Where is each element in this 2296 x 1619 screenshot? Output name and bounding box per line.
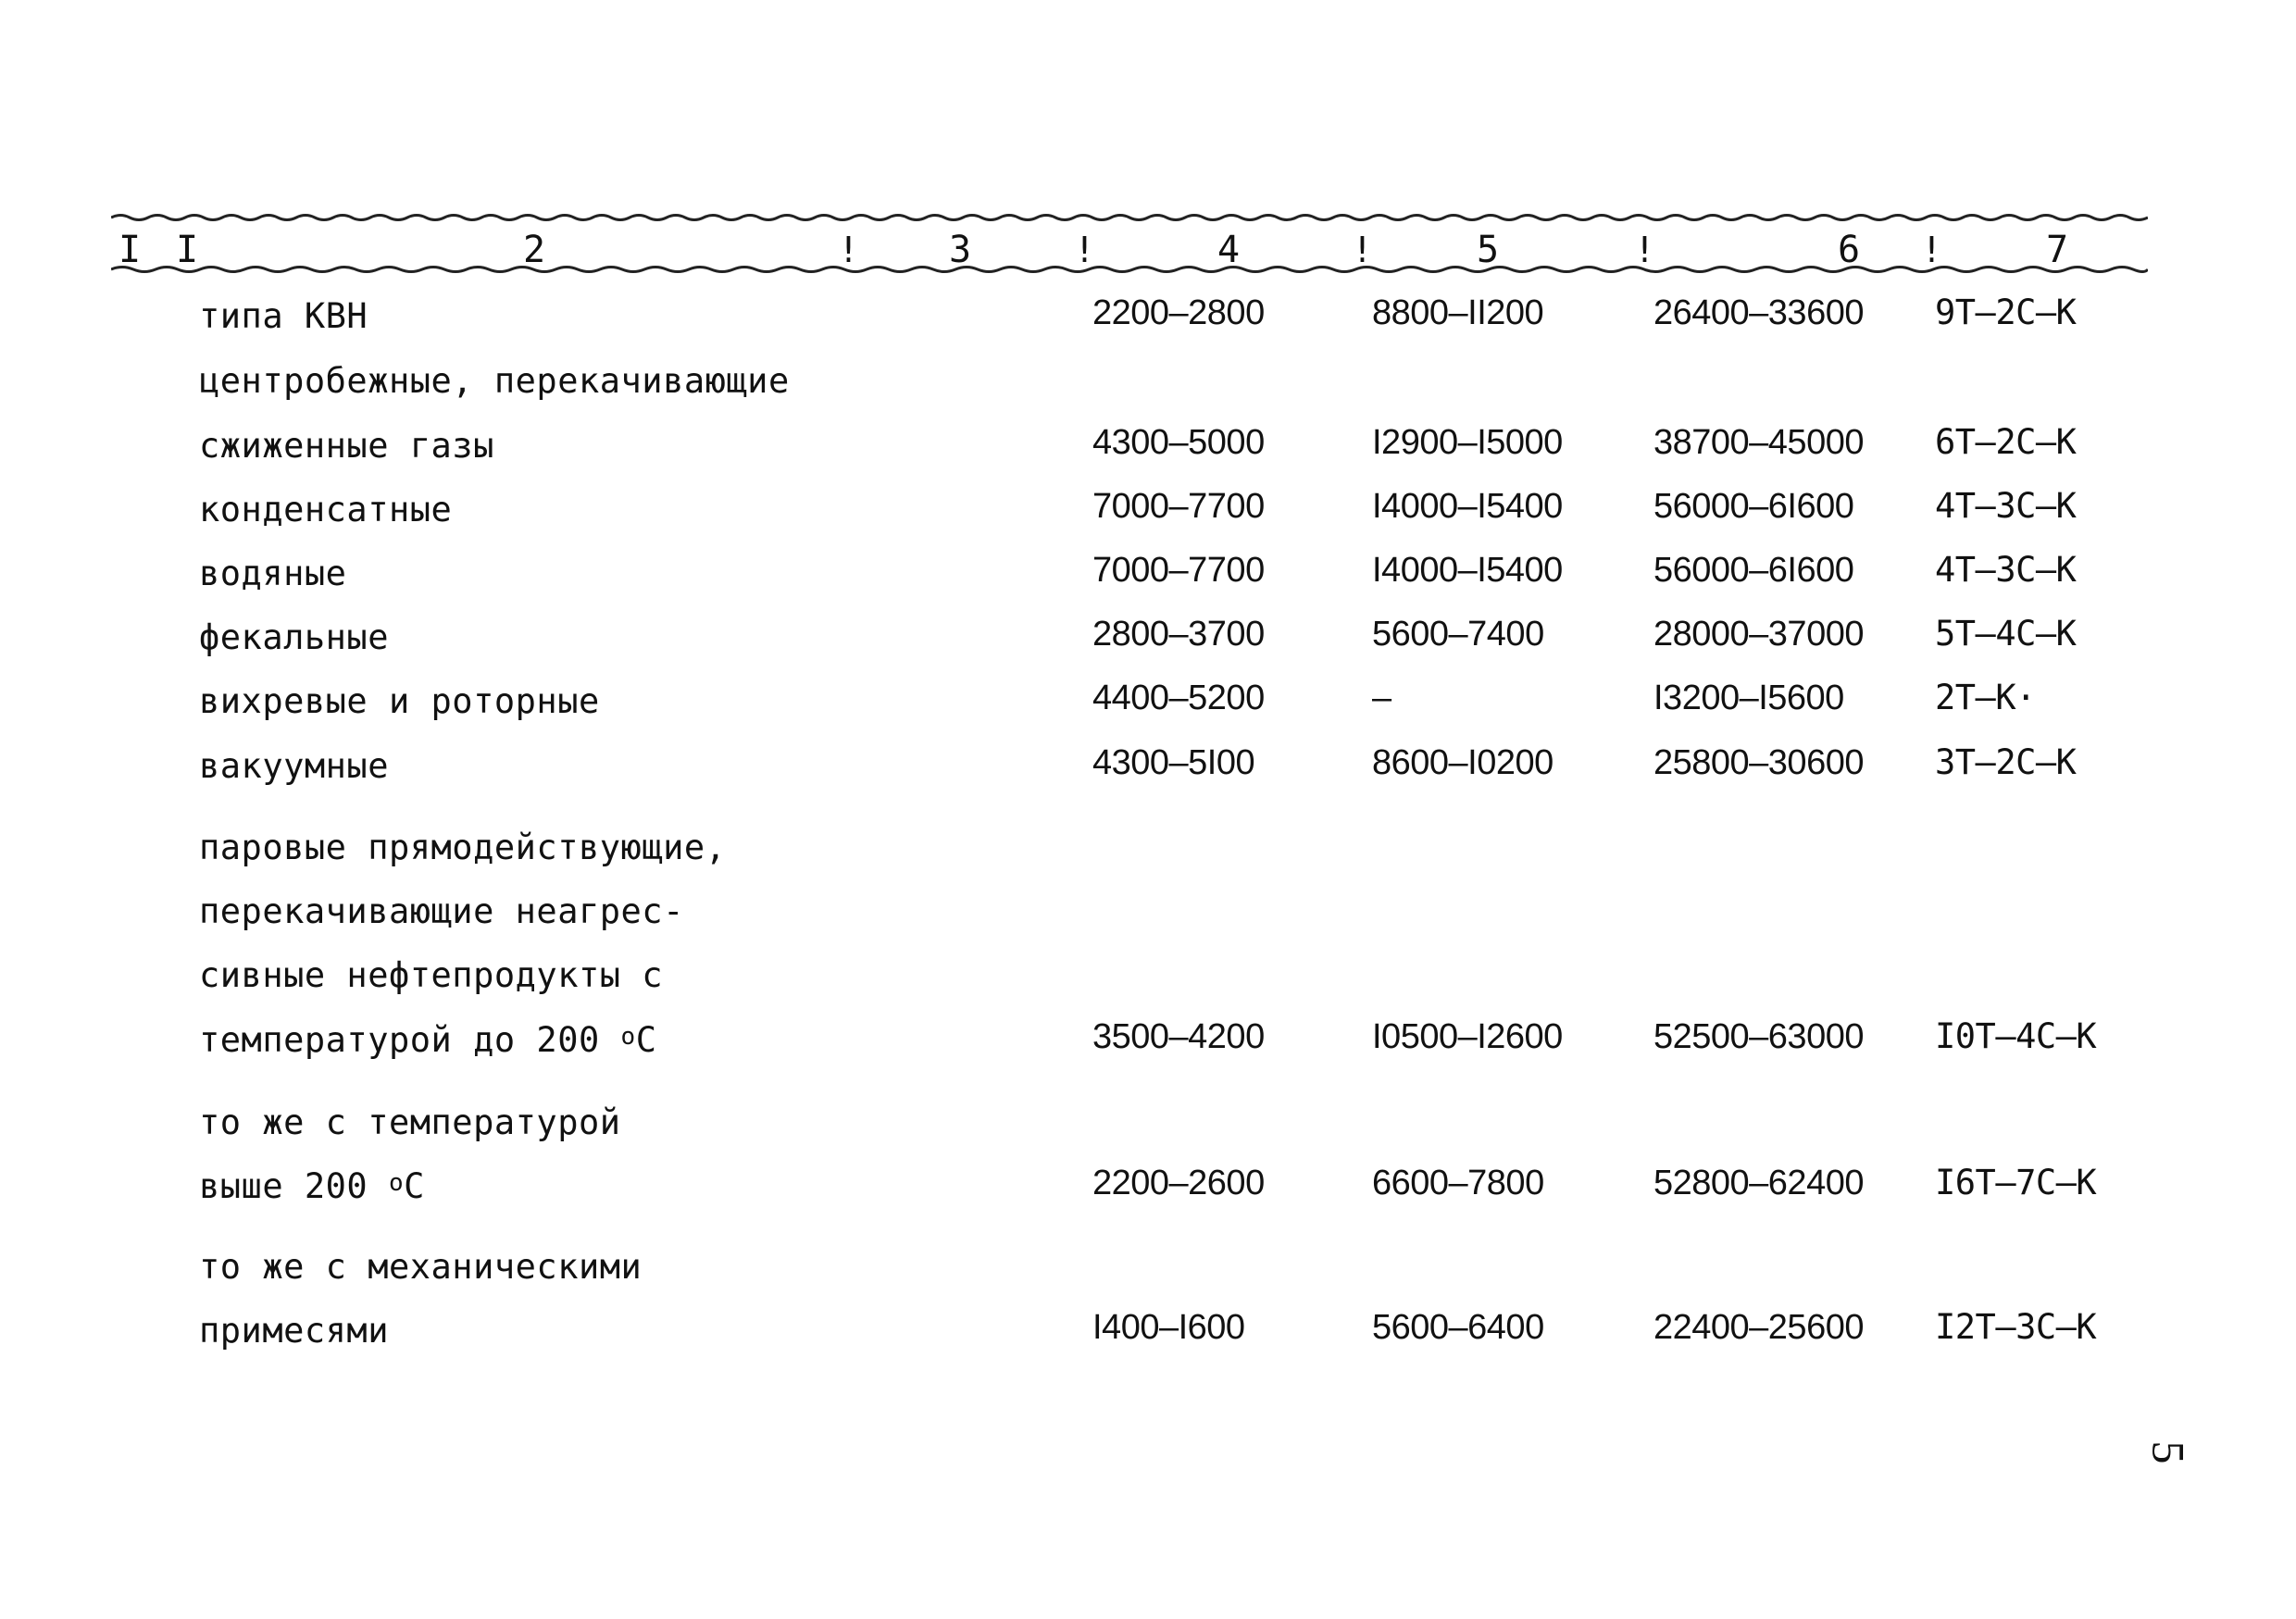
cell-col-7: 9Т–2С–К (1935, 293, 2077, 332)
degree-mark: о (620, 1023, 636, 1051)
cell-col-5: 6600–7800 (1372, 1164, 1544, 1202)
cell-col-5: 8600–I0200 (1372, 743, 1554, 782)
header-rule (111, 263, 2148, 276)
header-separator: ! (838, 230, 859, 270)
header-separator: ! (1352, 230, 1373, 270)
header-col-1b: I (176, 229, 199, 271)
degree-mark: о (389, 1169, 405, 1197)
header-col-7: 7 (2046, 229, 2069, 271)
row-label: перекачивающие неагрес- (199, 891, 684, 931)
cell-col-6: 56000–6I600 (1653, 551, 1854, 590)
cell-col-4: 7000–7700 (1092, 487, 1265, 526)
header-separator: ! (1921, 230, 1942, 270)
row-label: вакуумные (199, 746, 389, 786)
header-col-3: 3 (949, 229, 972, 271)
row-label-text: выше 200 (199, 1166, 368, 1206)
row-label: типа КВН (199, 296, 368, 336)
header-col-5: 5 (1477, 229, 1500, 271)
header-col-2: 2 (523, 229, 546, 271)
row-label: фекальные (199, 617, 389, 657)
row-label: вихревые и роторные (199, 681, 600, 721)
cell-col-4: 2800–3700 (1092, 615, 1265, 654)
cell-col-6: 26400–33600 (1653, 293, 1864, 332)
cell-col-7: I6Т–7С–К (1935, 1163, 2097, 1202)
cell-col-6: I3200–I5600 (1653, 679, 1844, 717)
row-label: паровые прямодействующие, (199, 828, 727, 867)
cell-col-6: 56000–6I600 (1653, 487, 1854, 526)
cell-col-6: 22400–25600 (1653, 1308, 1864, 1347)
header-col-1: I (119, 229, 142, 271)
cell-col-7: 2Т–К· (1935, 678, 2036, 717)
cell-col-4: 4300–5000 (1092, 423, 1265, 462)
cell-col-5: I4000–I5400 (1372, 487, 1563, 526)
row-label: примесями (199, 1311, 389, 1351)
cell-col-7: I2Т–3С–К (1935, 1307, 2097, 1347)
header-separator: ! (1634, 230, 1655, 270)
page-number: 5 (2142, 1440, 2195, 1464)
row-label: то же с температурой (199, 1102, 621, 1142)
cell-col-5: 5600–7400 (1372, 615, 1544, 654)
row-label-text: температурой до 200 (199, 1020, 600, 1060)
cell-col-7: 5Т–4С–К (1935, 614, 2077, 654)
cell-col-4: 2200–2600 (1092, 1164, 1265, 1202)
cell-col-4: 4300–5I00 (1092, 743, 1255, 782)
cell-col-6: 52800–62400 (1653, 1164, 1864, 1202)
row-label: водяные (199, 554, 347, 593)
cell-col-7: I0Т–4С–К (1935, 1016, 2097, 1056)
cell-col-7: 3Т–2С–К (1935, 742, 2077, 782)
header-col-4: 4 (1217, 229, 1241, 271)
cell-col-5: I2900–I5000 (1372, 423, 1563, 462)
cell-col-4: 4400–5200 (1092, 679, 1265, 717)
row-label (199, 1015, 656, 1066)
unit-label: С (635, 1020, 657, 1060)
cell-col-7: 4Т–3С–К (1935, 486, 2077, 526)
unit-label: С (404, 1166, 425, 1206)
cell-col-5: 8800–II200 (1372, 293, 1544, 332)
cell-col-4: 3500–4200 (1092, 1017, 1265, 1056)
cell-col-4: 7000–7700 (1092, 551, 1265, 590)
row-label: сжиженные газы (199, 426, 494, 466)
cell-col-5: 5600–6400 (1372, 1308, 1544, 1347)
cell-col-7: 6Т–2С–К (1935, 422, 2077, 462)
cell-col-6: 28000–37000 (1653, 615, 1864, 654)
cell-col-6: 25800–30600 (1653, 743, 1864, 782)
row-label (199, 1161, 425, 1213)
row-label: центробежные, перекачивающие (199, 361, 790, 401)
cell-col-5: I4000–I5400 (1372, 551, 1563, 590)
row-label: сивные нефтепродукты с (199, 955, 664, 995)
cell-col-5: I0500–I2600 (1372, 1017, 1563, 1056)
row-label: то же с механическими (199, 1247, 643, 1287)
cell-col-6: 38700–45000 (1653, 423, 1864, 462)
cell-col-7: 4Т–3С–К (1935, 550, 2077, 590)
cell-col-4: 2200–2800 (1092, 293, 1265, 332)
cell-col-6: 52500–63000 (1653, 1017, 1864, 1056)
header-col-6: 6 (1838, 229, 1861, 271)
row-label: конденсатные (199, 490, 453, 529)
header-separator: ! (1074, 230, 1095, 270)
cell-col-4: I400–I600 (1092, 1308, 1245, 1347)
cell-col-5: – (1372, 679, 1391, 717)
